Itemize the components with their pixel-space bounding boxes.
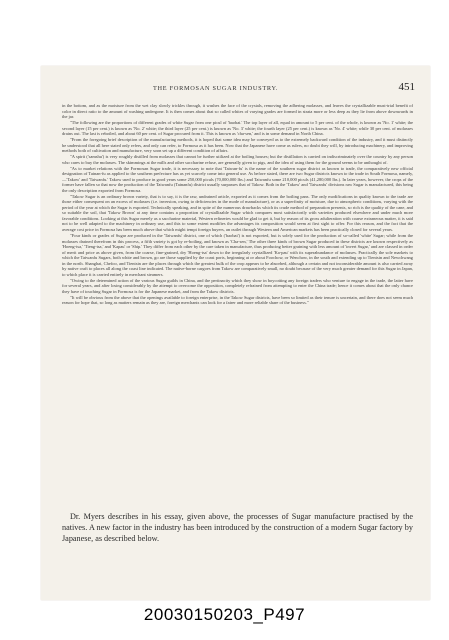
body-text (62, 103, 413, 506)
closing-text (62, 511, 413, 544)
paragraph: "From the foregoing brief description of the manufacturing methods, it is hoped that some idea may be conveyed as to the extremely backward condition of the industry, and it must distinctly be understood that all here stated only refers, and only can refer, to Formosa as it has been. Now that the Japanese have come as rulers, no doubt they will, by introducing machinery, and improving methods both of cultivation and manufacture, very soon set up a different condition of affairs. (62, 137, 413, 154)
paragraph: "It will be obvious from the above that the openings available to foreign enterprise, in the Takow Sugar districts, have been so limited as their tenure is uncertain, and there does not seem much reason for hope that, so long as matters remain as they are, foreign merchants can look for a fairer and more reliable share of the business." (62, 294, 413, 306)
running-title: THE FORMOSAN SUGAR INDUSTRY. (153, 85, 279, 92)
paragraph: "Takow Sugar is an ordinary brown variety, that is to say, it is the raw, undrained article, exported as it comes from the boiling pans. The only modifications in quality known to the trade are those either consequent on an excess of molasses (i.e. inversion, owing to deficiencies in the mode of manufacture), or as a superfinity of moisture, due to atmospheric conditions, varying with the period of the year at which the Sugar is exported. Technically speaking, and in spite of the numerous drawbacks which its crude method of preparation presents, so rich is the quality of the cane, and so suitable the soil, that 'Takow Brown' at any time contains a proportion of crystallizable Sugar which compares most satisfactorily with varieties produced elsewhere and under much more favorable conditions. Looking at this Sugar merely as a saccharine material, Western refineries would be glad to get it, but by reason of its gross adulteration with coarse extraneous matter, it is said not to be well adapted to the machinery in ordinary use, and this to some extent modifies the advantages its composition would seem at first sight to offer. For this reason, and the fact that the average cost price in Formosa has been much above that which might tempt foreign buyers, an outlet through Western and American markets has been practically closed for several years. (62, 193, 413, 232)
paragraph: in the bottom, and as the moisture from the wet clay slowly trickles through, it washes the face of the crystals, removing the adhering molasses, and leaves the crystallizable must-trial benefit of color in direct ratio to the amount of washing undergone. It is then comes about that so called whites of varying grades are formed in strata more or less deep as they lie from above downwards in the jar. (62, 103, 413, 119)
paragraph: "A spirit ('samshu') is very roughly distilled from molasses that cannot be further utilized at the boiling houses; but the distillation is carried on indiscriminately over the country by any person who cares to buy the molasses. The skimmings at the mills and other saccharine refuse, are generally given to pigs, and the idea of using them for the ground seems to be unthought of. (62, 154, 413, 165)
running-head (57, 83, 415, 95)
paragraph: "The following are the proportions of different grades of white Sugar from one picul of 'baobai.' The top layer of all, equal in amount to 5 per cent. of the whole, is known as 'No. 1' white; the second layer (15 per cent.) is known as 'No. 2' white; the third layer (25 per cent.) is known as 'No. 3' white; the fourth layer (25 per cent.) is known as 'No. 4' white; while 30 per cent. of molasses drains out. The last is reboiled, and about 60 per cent. of Sugar procured from it. This is known as 'cha-sen,' and is in some demand in North China. (62, 120, 413, 137)
closing-paragraph: Dr. Myers describes in his essay, given above, the processes of Sugar manufacture practised by the natives. A new factor in the industry has been introduced by the construction of a modern Sugar factory by Japanese, as described below. (62, 512, 413, 543)
page-number: 451 (398, 81, 415, 93)
paragraph: "Four kinds or grades of Sugar are produced in the 'Taiwanfu' district, one of which ('baobai') is not exported, but is solely used for the production of so-called 'white' Sugar; while from the molasses drained therefrom in this process, a fifth variety is got by re-boiling, and known as 'Cha-sen,' The other three kinds of brown Sugar produced in these districts are known respectively as 'Hoeng-tsa,' 'Tieng-tsa,' and 'Kapau' or 'Ship.' They differ from each other by the care taken in manufacture, thus producing better graining with less amount of 'invert Sugar,' and are classed in order of merit and price as above given, from the coarse, fine-grained, dry 'Hoeng-tsa' down to the irregularly crystallized 'Ka-pau' with its superabundance of molasses. Practically the sole markets to which the Taiwanfu Sugars, both white and brown, go are those supplied by the coast ports, beginning at or about Foochow, or Wenchow, in the south and extending up to Tientsin and Newchwang in the north. Shanghai, Chefoo, and Tientsin are the places through which the greatest bulk of the crop appears to be absorbed, although a certain and not inconsiderable amount is also carried away by native craft to places all along the coast line indicated. The native-borne cargoes from Takow are comparatively small, no doubt because of the very much greater demand for this Sugar in Japan, to which place it is carried entirely in merchant steamers. (62, 233, 413, 277)
paragraph: "Owing to the determined action of the various Sugar guilds in China, and the pertinacity which they show in boycotting any foreign traders who venture to engage in the trade, the latter have for several years, and after losing considerably by the attempt to overcome the opposition, completely refrained from attempting to enter the China trade; hence it comes about that the only chance they have of touching Sugar in Formosa is for the Japanese market, and from the Takow districts. (62, 277, 413, 294)
paragraph: "As to market relations with the Formosan Sugar trade, it is necessary to note that 'Taiwan-fu' is the name of the southern sugar district as known to trade, the comparatively new official designation of Tainan-fu as applied to the southern prefecture has as yet scarcely come into general use. As before stated, there are two Sugar districts known to the trade in South Formosa, namely,—'Takow' and 'Taiwanfu.' Takow used to produce in good years some 250,000 piculs (70,000,000 lbs.) and Taiwanfu some 210,000 piculs (41,280,000 lbs.). In later years, however, the crops of the former have fallen so that now the production of the Taiwanfu (Tainanfu) district usually surpasses that of Takow. Both in the 'Takow' and 'Taiwanfu' divisions raw Sugar is manufactured, this being the only description exported from Formosa. (62, 165, 413, 193)
image-caption: 20030150203_P497 (143, 605, 306, 624)
